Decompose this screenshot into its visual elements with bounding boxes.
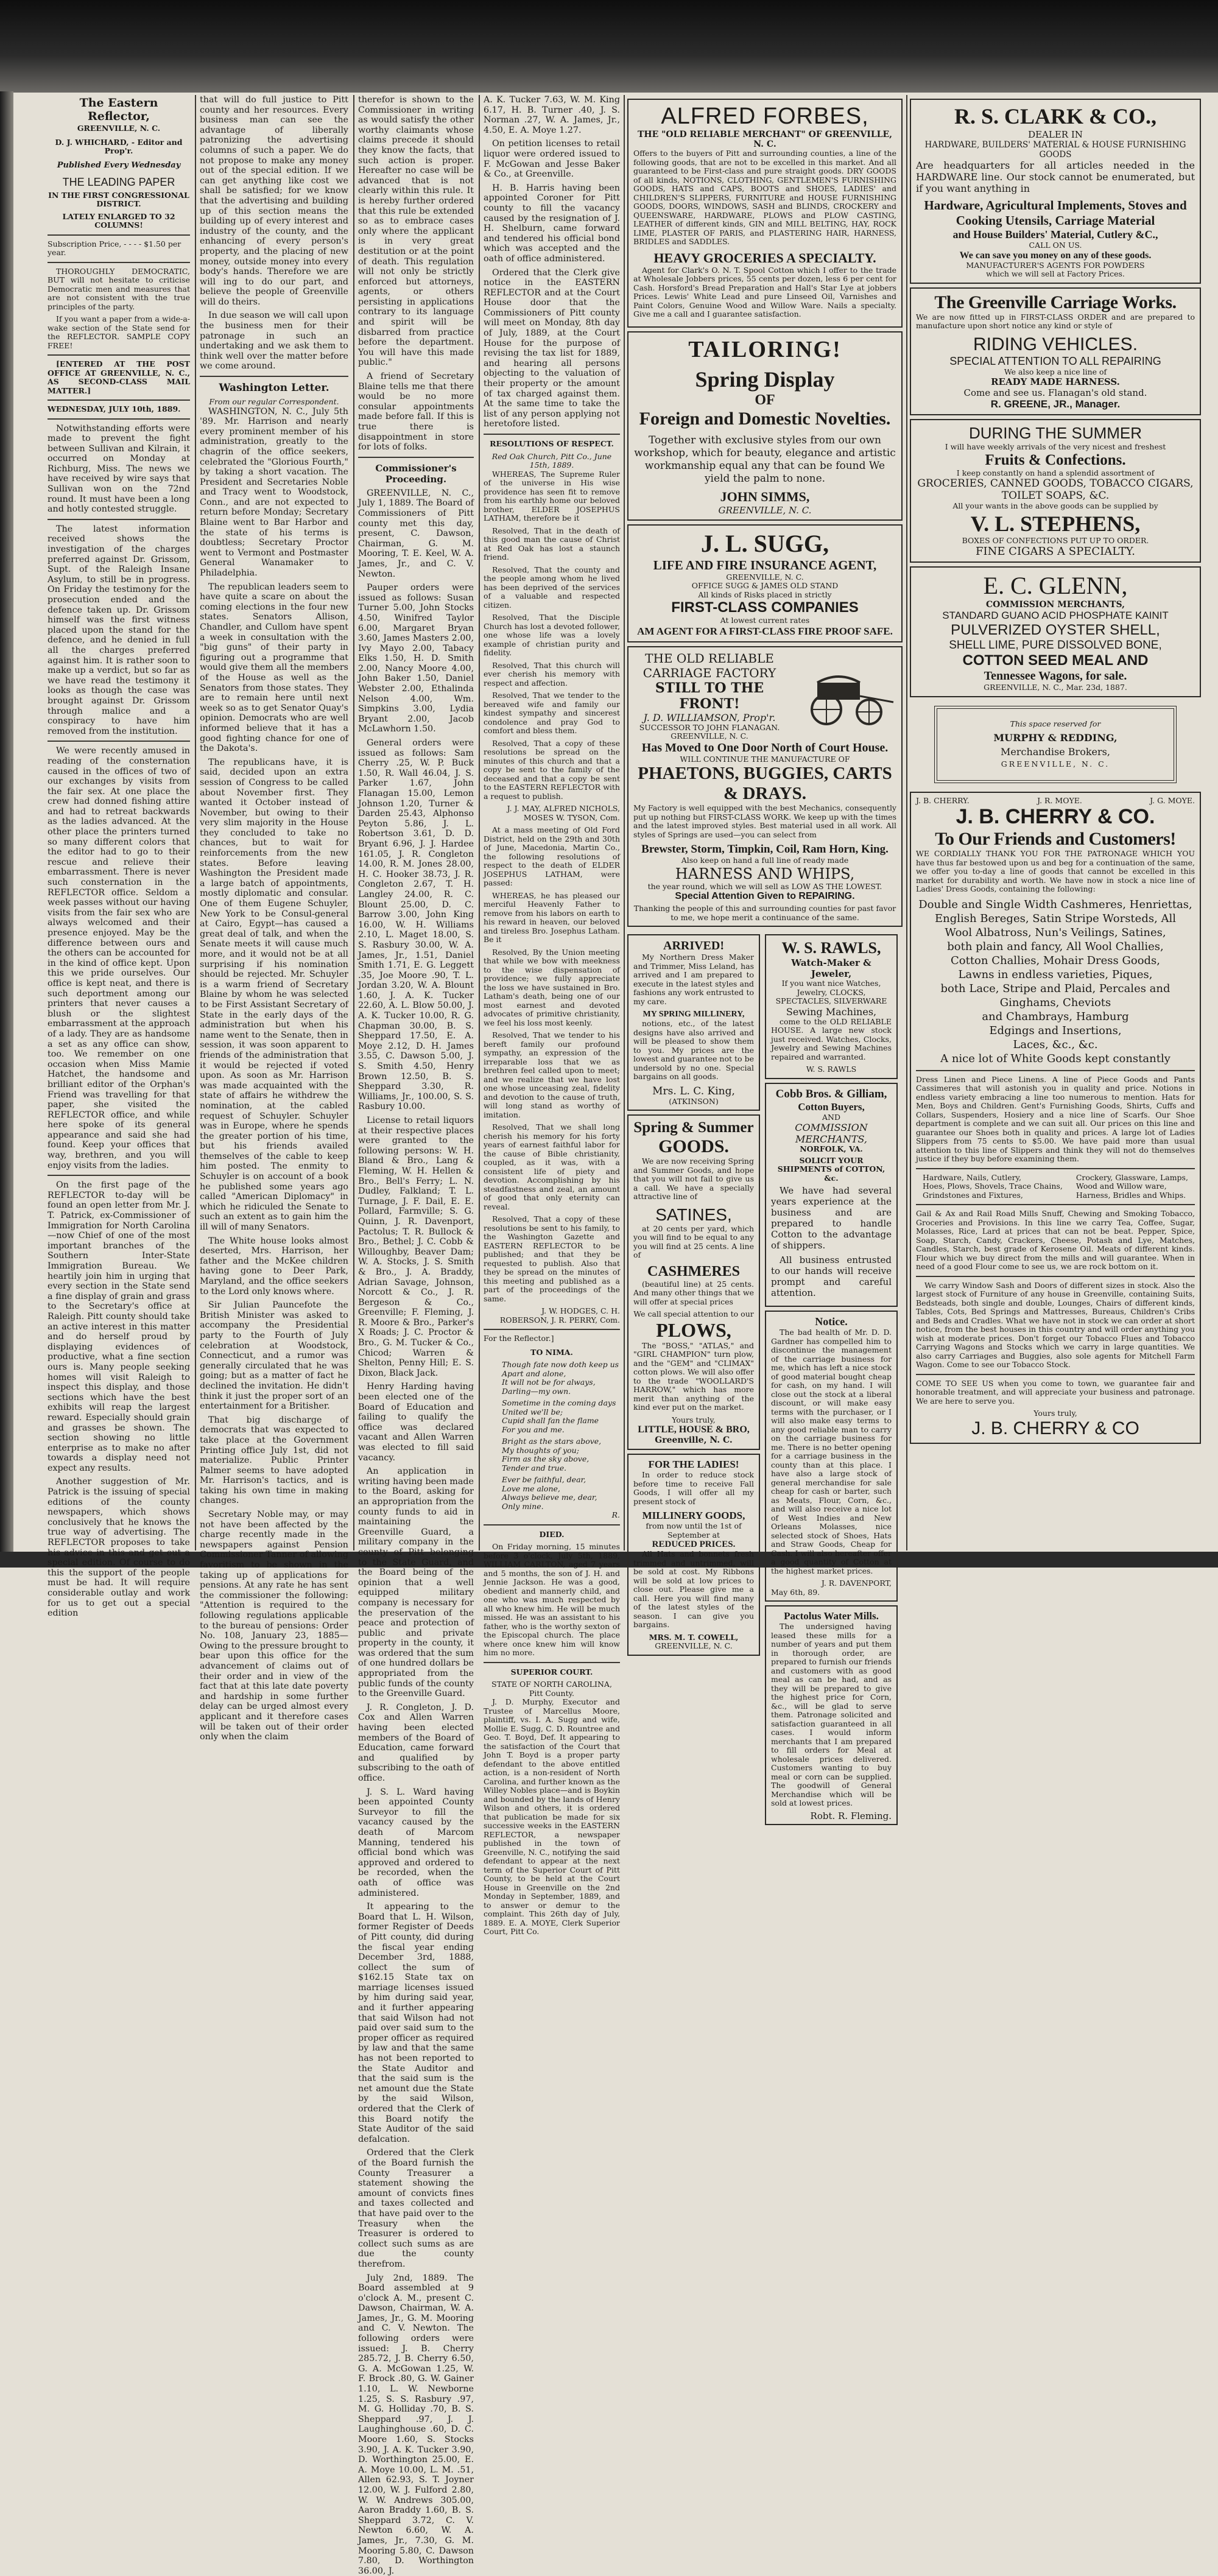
cherry-come: COME TO SEE US when you come to town, we guarantee fair and honorable treatment, and will appreciate your business and patronage. We are here to serve you.	[916, 1379, 1195, 1406]
poem-title: TO NIMA.	[484, 1348, 620, 1357]
article-paragraph: Notwithstanding efforts were made to prevent the fight between Sullivan and Kilrain, it occurred on Monday at Richburg, Miss. The news we have received by wire says that Sullivan won on the 72nd round. It must have been a long and hotly contested struggle.	[48, 424, 190, 515]
divider	[916, 1204, 1195, 1205]
clark-factory: which we will sell at Factory Prices.	[916, 270, 1195, 279]
little-cashmeres: CASHMERES	[633, 1264, 754, 1280]
sugg-first: FIRST-CLASS COMPANIES	[633, 599, 896, 616]
stephens-fruits: Fruits & Confections.	[916, 452, 1195, 469]
little-house-ad	[627, 1114, 760, 1450]
poem-line: Always believe me, dear,	[502, 1493, 620, 1502]
paper-name: The Eastern Reflector,	[48, 96, 190, 123]
column-rule	[353, 95, 354, 1550]
glenn-line-4: COTTON SEED MEAL AND	[916, 652, 1195, 669]
ladies-name: MRS. M. T. COWELL,	[633, 1633, 754, 1642]
stephens-boxes: BOXES OF CONFECTIONS PUT UP TO ORDER.	[916, 537, 1195, 546]
article-paragraph: Pauper orders were issued as follows: Susan Turner 5.00, John Stocks 4.50, Winifred Taylor 6.00, Margaret Bryan 3.60, James Masters 2.00, Ivy Mayo 2.00, Tabacy Elks 1.50, H. D. Smith 2.00, Nancy Moore 4.00, John Baker 1.50, Daniel Webster 2.00, Ethalinda Nelson 4.00, Wm. Simpkins 3.00, Lydia Bryant 2.00, Jacob McLawhorn 1.50.	[358, 583, 474, 734]
resolutions-heading: RESOLUTIONS OF RESPECT.	[484, 440, 620, 449]
carriage-moved: Has Moved to One Door North of Court House.	[633, 741, 896, 755]
ladies-millinery: MILLINERY GOODS,	[633, 1510, 754, 1522]
sugg-risks: All kinds of Risks placed in strictly	[633, 591, 896, 600]
superior-court-heading: SUPERIOR COURT.	[484, 1668, 620, 1677]
works-ready: READY MADE HARNESS.	[916, 376, 1195, 387]
notice-sig: J. R. DAVENPORT,	[771, 1579, 892, 1588]
poem-line: Cupid shall fan the flame	[502, 1416, 620, 1426]
cobb-place: NORFOLK, VA.	[771, 1145, 892, 1154]
article-paragraph: Secretary Noble may, or may not have been affected by the charge recently made in the newspapers against Pension Commissioner Tanner of allowing favoritism to be shown in the taking up of applications for pensions. At any rate he has sent the commissioner the following: "Attention is required to the following regulations applicable to the bureau of pensions: Order No. 108, January 23, 1885—Owing to the pressure brought to bear upon this office for the advancement of claims out of their order and in view of the fact that at this late date poverty and hardship in some further delay can be urged almost every applicant and it therefore cases will be taken out of their order only when the claim	[200, 1510, 348, 1742]
resolution: Resolved, That in the death of this good man the cause of Christ at Red Oak has lost a staunch friend.	[484, 527, 620, 562]
issue-date: WEDNESDAY, JULY 10th, 1889.	[48, 405, 190, 414]
article-paragraph: Another suggestion of Mr. Patrick is the issuing of special editions of the county newspapers, which shows conclusively that he knows the true way of advertising. The REFLECTOR proposes to take his advice in this and get out a special edition. Of course to do this the support of the people must be had. It will require considerable outlay and work for us to get out a special edition	[48, 1477, 190, 1618]
article-paragraph: WASHINGTON, N. C., July 5th '89. Mr. Harrison and nearly every prominent member of his administration, greatly to the chagrin of the office seekers, celebrated the "Glorious Fourth," by taking a short vacation. The President and Secretaries Noble and Tracy went to Woodstock, Conn., and are not expected to return before Monday; Secretary Blaine went to Bar Harbor and the state of his terms is doubtless; Secretary Proctor went to Vermont and Postmaster General Wanamaker to Philadelphia.	[200, 407, 348, 579]
notice-head: Notice.	[771, 1315, 892, 1328]
poem	[484, 1360, 620, 1520]
resolution: WHEREAS, The Supreme Ruler of the universe in His wise providence has seen fit to remove from his earthly home our beloved brother, ELDER JOSEPHUS LATHAM, therefore be it	[484, 470, 620, 523]
resolutions-body	[484, 470, 620, 1325]
scan-left-border	[0, 91, 13, 1553]
notice-body: The bad health of Mr. D. D. Gardner has compelled him to discontinue the management of the carriage business for me, which has left a nice stock of good material bought cheap for cash, on my hand. I will close out the stock at a liberal discount, or will make easy terms with the purchaser, or I will also make easy terms to any good reliable man to carry on the carriage business for me. There is no better opening for a carriage business in the county than at this place. I have also a large stock of general merchandise for sale cheap for cash or barter, such as Meats, Flour, Corn, &c., and will also receive a nice lot of West Indies and New Orleans Molasses, nice selected stock of Shoes, Hats and Straw Goods, Cheap for Cash. I will also hereafter offer a good quantity of Cotton at the highest market prices.	[771, 1328, 892, 1575]
clark-hardware-ad	[910, 99, 1201, 284]
article-paragraph: We were recently amused in reading of the consternation caused in the offices of two of our exchanges by visits from the fair sex. At one place the crew had donned fishing attire and had to retreat backwards as the ladies advanced. At the other place the printers turned so many different colors that the editor had to go to their rescue and relieve their embarrassment. There is never such consternation in the REFLECTOR office. Seldom a week passes without our having visits from the fair sex who are always welcomed and their presence enjoyed. May be the difference between ours and the others can be accounted for in the kind of office kept. Upon this we pride ourselves. Our office is kept neat, and there is such deportment among our printers that never causes a blush or the slightest embarrassment at the approach of a lady. They are as handsome a set as any office can show, too. We remember on one occasion when Miss Mamie Hatchet, the handsome and brilliant editor of the Orphan's Friend was travelling for that paper, she visited the REFLECTOR office, and while here spoke of its general appearance and said she had found. Keep your offices that way, brethren, and you will enjoy visits from the ladies.	[48, 746, 190, 1170]
sugg-agent: AM AGENT FOR A FIRST-CLASS FIRE PROOF SAFE.	[633, 625, 896, 638]
ladies-body3: All Hats and bonnets fresh trimmed and untrimmed, will be sold at cost. My Ribbons will be sold at low prices to close out. Please give me a call. Here you will find many of the latest styles of the season. I can give you bargains.	[633, 1550, 754, 1630]
pactolus-body: The undersigned having leased these mills for a number of years and put them in thorough order, are prepared to furnish our friends and customers with as good meal as can be had, and as they will be prepared to give the highest price for Corn, &c., will be glad to serve them. Patronage solicited and satisfaction guaranteed in all cases. I would inform merchants that I am prepared to fill orders for Meal at wholesale prices delivered. Customers wanting to buy meal or corn can be supplied. The goodwill of General Merchandise which will be sold at lowest prices.	[771, 1622, 892, 1808]
forbes-body: Offers to the buyers of Pitt and surrounding counties, a line of the following goods, that are not to be excelled in this market. And all guaranteed to be First-class and pure straight goods. DRY GOODS of all kinds, NOTIONS, CLOTHING, GENTLEMEN'S FURNISHING GOODS, HATS and CAPS, BOOTS and SHOES, LADIES' and CHILDREN'S SLIPPERS, FURNITURE and HOUSE FURNISHING GOODS, DOORS, WINDOWS, SASH and BLINDS, CROCKERY and QUEENSWARE, HARDWARE, PLOWS and PLOW CASTING, LEATHER of different kinds, GIN and MILL BELTING, HAY, ROCK LIME, PLASTER OF PARIS, and PLASTERING HAIR, HARNESS, BRIDLES and SADDLES.	[633, 149, 896, 247]
poem-line: Ever be faithful, dear,	[502, 1476, 620, 1485]
poem-line: Apart and alone,	[502, 1370, 620, 1379]
resolution: Resolved, That we shall long cherish his memory for his forty years of earnest faithful labor for the cause of Bible christianity, coupled, as it was, with a consistent life of piety and devotion. Accomplishing by his steadfastness and zeal, an amount of good that only eternity can reveal.	[484, 1123, 620, 1211]
glenn-sub: COMMISSION MERCHANTS,	[916, 600, 1195, 610]
article-paragraph: Ordered that the Clerk give notice in the EASTERN REFLECTOR and at the Court House door that the Commissioners of Pitt county will meet on Monday, 8th day of July, 1889, at the Court House for the purpose of revising the tax list for 1889, and hearing all persons objecting to the valuation of their property or the amount of tax charged against them. At the same time to take the list of any person applying not heretofore listed.	[484, 268, 620, 430]
poem-line: My thoughts of you;	[502, 1446, 620, 1455]
cherry-head: To Our Friends and Customers!	[916, 829, 1195, 850]
article-paragraph: License to retail liquors at their respective places were granted to the following persons: W. H. Bland & Bro., Lang & Fleming, W. H. Hellen & Bro., Bell's Ferry; L. N. Dudley, Falkland; T. L. Turnage, J. F. Dail, E. E. Pollard, Farmville; S. G. Quinn, J. R. Davenport, Pactolus; T. R. Bullock & Bro., Bethel; J. C. Cobb & Willoughby, Beaver Dam; W. A. Stocks, J. S. Smith & Bro., J. A. Braddy, Adrian Savage, Johnson, Norcott & Co., J. R. Bergeson & Co., Greenville; F. Fleming, J. R. Moore & Bro., Parker's X Roads; J. C. Proctor & Bro., G. M. Tucker & Co., Chicod; Warren & Shelton, Penny Hill; E. S. Dixon, Black Jack.	[358, 1116, 474, 1378]
resolution: Resolved, That a copy of these resolutions be sent to his family, to the Washington Gazette and EASTERN REFLECTOR to be published; and that they be requested to publish. Also that they be spread on the minutes of this meeting and published as a part of the proceedings of the same.	[484, 1215, 620, 1303]
cherry-yours: Yours truly,	[916, 1409, 1195, 1418]
column-rule	[479, 95, 480, 1550]
carriage-head2: STILL TO THE FRONT!	[633, 680, 786, 712]
resolution: Resolved, That we tender to the bereaved wife and family our kindest sympathy and sincerest condolence and pray God to comfort and bless them.	[484, 691, 620, 736]
poem-line: Love me alone,	[502, 1485, 620, 1494]
buggy-illustration	[793, 666, 896, 727]
little-place: Greenville, N. C.	[633, 1435, 754, 1445]
works-body: We are now fitted up in FIRST-CLASS ORDER and are prepared to manufacture upon short notice any kind or style of	[916, 313, 1195, 331]
tailoring-spring: Spring Display	[633, 367, 896, 392]
hardware-item: Harness, Bridles and Whips.	[1076, 1191, 1188, 1200]
cobb-sub: Cotton Buyers,	[771, 1101, 892, 1113]
committee: J. J. MAY, ALFRED NICHOLS, MOSES W. TYSON, Com.	[484, 804, 620, 822]
court-notice: J. D. Murphy, Executor and Trustee of Marcellus Moore, plaintiff, vs. I. A. Sugg and wife, Mollie E. Sugg, C. D. Rountree and Geo. T. Boyd, Def. It appearing to the satisfaction of the Court that John T. Boyd is a proper party defendant to the above entitled action, is a non-resident of North Carolina, and further known as the Willey Nobles place—and is Boykin and bounded by the lands of Henry Wilson and others, it is ordered that publication be made for six successive weeks in the EASTERN REFLECTOR, a newspaper published in the town of Greenville, N. C., notifying the said defendant to appear at the next term of the Superior Court of Pitt County, to be held at the Court House in Greenville on the 2nd Monday in September, 1889, and to answer or demur to the complaint. This 26th day of July, 1889. E. A. MOYE, Clerk Superior Court, Pitt Co.	[484, 1698, 620, 1937]
carriage-place: GREENVILLE, N. C.	[633, 732, 786, 741]
sugg-office: OFFICE SUGG & JAMES OLD STAND	[633, 582, 896, 591]
ladies-body: In order to reduce stock before time to receive Fall Goods, I will offer all my present stock of	[633, 1471, 754, 1506]
glenn-line-3: SHELL LIME, PURE DISSOLVED BONE,	[916, 639, 1195, 652]
works-riding: RIDING VEHICLES.	[916, 334, 1195, 355]
article-paragraph: It appearing to the Board that L. H. Wilson, former Register of Deeds of Pitt county, did during the fiscal year ending December 3rd, 1888, collect the sum of $162.15 State tax on marriage licenses issued by him during said year, and it further appearing that said Wilson had not paid over said sum to the proper officer as required by law and that the same has not been reported to the State Auditor and that the said sum is the net amount due the State by the said Wilson, ordered that the Clerk of this Board notify the State Auditor of the said defalcation.	[358, 1902, 474, 2144]
cobb-names: Cobb Bros. & Gilliam,	[771, 1088, 892, 1101]
works-head: The Greenville Carriage Works.	[916, 292, 1195, 313]
goods-line: Cotton Challies, Mohair Dress Goods,	[916, 954, 1195, 968]
tagline-2: IN THE FIRST CONGRESSIONAL DISTRICT.	[48, 191, 190, 209]
forbes-name: ALFRED FORBES,	[633, 104, 896, 130]
works-keep: We also keep a nice line of	[916, 368, 1195, 377]
commissioners-heading: Commissioner's Proceeding.	[358, 463, 474, 485]
article-paragraph: July 2nd, 1889. The Board assembled at 9 o'clock A. M., present C. Dawson, Chairman, W. A. James, Jr., G. M. Mooring and C. V. Newton. The following orders were issued: J. B. Cherry 285.72, J. B. Cherry 6.50, G. A. McGowan 1.25, W. F. Brock .80, G. W. Gainer 1.10, L. W. Newborne 1.25, S. S. Rasbury .97, M. G. Holliday .70, B. S. Sheppard .97, J. J. Laughinghouse .60, D. C. Moore 1.60, S. Stocks 3.90, J. A. K. Tucker 3.90, D. Worthington 25.00, E. A. Moye 10.00, L. M. .51, Allen 62.93, S. T. Joyner 12.00, W. J. Fulford 2.80, W. W. Andrews 305.00, Aaron Braddy 1.60, B. S. Sheppard 3.72, C. V. Newton 6.60, W. A. James, Jr., 7.30, G. M. Mooring 5.80, C. Dawson 7.80, D. Worthington 36.00, J.	[358, 2273, 474, 2576]
little-name: LITTLE, HOUSE & BRO,	[633, 1424, 754, 1435]
clark-big: Hardware, Agricultural Implements, Stoves and Cooking Utensils, Carriage Material	[916, 198, 1195, 228]
poem-line: Tender and true.	[502, 1464, 620, 1473]
article-paragraph: On petition licenses to retail liquor were ordered issued to F. McGowan and Jesse Baker & Co., at Greenville.	[484, 139, 620, 179]
divider	[916, 1276, 1195, 1277]
article-paragraph: That big discharge of democrats that was expected to take place at the Government Printing office July 1st, did not materialize. Public Printer Palmer seems to have adopted Mr. Harrison's tactics, and is taking his own time in making changes.	[200, 1415, 348, 1506]
article-paragraph: The republicans have, it is said, decided upon an extra session of Congress to be called about November first. They wanted it October instead of November, but owing to their very slim majority in the House they concluded to take no chances, but to wait for reinforcements from the new states. Before leaving Washington the President made a large batch of appointments, mostly diplomatic and consular. One of them Eugene Schuyler, New York to be Consul-general at Cairo, Egypt—has caused a great deal of talk, and when the Senate meets it will cause much more, and it would not be at all surprising if his nomination should be rejected. Mr. Schuyler is a warm friend of Secretary Blaine by whom he was selected to be First Assistant Secretary of State in the early days of the administration but when his name went to the Senate, then in session, it was soon apparent to friends of the administration that it would be rejected if voted upon. As soon as Mr. Harrison was made acquainted with the state of affairs he withdrew the nomination, at the cabled request of Schuyler. Schuyler was in Europe, where he spends the greater portion of his time, but his friends availed themselves of the cable to keep him posted. The enmity to Schuyler is on account of a book he published some years ago called "American Diplomacy" in which he ridiculed the Senate to such an extent as to gain him the ill will of many Senators.	[200, 758, 348, 1233]
poem-source: For the Reflector.]	[484, 1334, 620, 1343]
cobb-gilliam-ad	[765, 1083, 898, 1307]
poem-line: Sometime in the coming days	[502, 1399, 620, 1408]
article-paragraph: The White house looks almost deserted, Mrs. Harrison, her father and the McKee children having gone to Deer Park, Maryland, and the office seekers to the Lord only knows where.	[200, 1236, 348, 1297]
cherry-name: J. B. CHERRY & CO.	[916, 805, 1195, 829]
little-head2: GOODS.	[633, 1136, 754, 1157]
cobb-solicit: SOLICIT YOUR SHIPMENTS of COTTON, &c.	[771, 1156, 892, 1183]
king-spring: MY SPRING MILLINERY,	[633, 1010, 754, 1019]
divider	[200, 376, 348, 377]
works-come: Come and see us. Flanagan's old stand.	[916, 387, 1195, 398]
forbes-tail: Agent for Clark's O. N. T. Spool Cotton which I offer to the trade at Wholesale Jobbers prices, 55 cents per dozen, less 6 per cent for Cash. Horsford's Bread Preparation and Hall's Star Lye at jobbers Prices. Lewis' White Lead and pure Linseed Oil, Varnishes and Paint Colors, Genuine Wood and Willow Ware. Nails a specialty. Give me a call and I guarantee satisfaction.	[633, 266, 896, 319]
article-paragraph: GREENVILLE, N. C., July 1, 1889. The Board of Commissioners of Pitt county met this day, present, C. Dawson, Chairman, G. M. Mooring, T. E. Keel, W. A. James, Jr., and C. V. Newton.	[358, 488, 474, 579]
resolution: At a mass meeting of Old Ford District, held on the 29th and 30th of June, Macedonia, Martin Co., the following resolutions of respect to the death of ELDER JOSEPHUS LATHAM, were passed:	[484, 826, 620, 888]
ladies-reduced: REDUCED PRICES.	[633, 1540, 754, 1550]
divider	[48, 262, 190, 263]
cowell-ladies-ad	[627, 1454, 760, 1656]
stephens-name: V. L. STEPHENS,	[916, 511, 1195, 537]
poem-signature: R.	[502, 1511, 620, 1520]
column-rule	[195, 95, 196, 1550]
goods-line: Edgings and Insertions,	[916, 1024, 1195, 1038]
column-rule	[906, 95, 907, 1550]
scan-top-border	[0, 0, 1218, 93]
pactolus-head: Pactolus Water Mills.	[771, 1610, 892, 1622]
divider	[48, 234, 190, 236]
goods-line: A nice lot of White Goods kept constantly	[916, 1052, 1195, 1066]
policy: THOROUGHLY DEMOCRATIC, BUT will not hesitate to criticise Democratic men and measures that are not consistent with the true principles of the party.	[48, 267, 190, 312]
article-paragraph: General orders were issued as follows: Sam Cherry .25, W. P. Buck 1.50, R. Wall 46.04, J. S. Parker 1.67, John Flanagan 15.00, Lemon Johnson 1.20, Turner & Darden 25.43, Alphonso Peyton 5.86, J. L. Robertson 3.61, D. D. Bryant 6.96, J. J. Hardee 161.05, J. R. Congleton 14.00, R. M. Jones 28.00, H. C. Hooker 38.73, J. R. Congleton 2.67, T. H. Langley 24.00, R. C. Blount 25.00, D. C. Barrow 3.00, John King 16.00, W. H. Williams 2.10, L. Maget 18.00, S. S. Rasbury 30.00, W. A. James, Jr., 1.51, Daniel Smith 1.71, E. G. Leggett .35, Joe Moore .90, T. L. Jordan 3.20, W. A. Blount 1.60, J. A. K. Tucker 22.60, A. L. Blow 50.00, J. A. K. Tucker 10.00, R. G. Chapman 30.00, B. S. Sheppard 17.50, E. A. Moye 2.12, D. H. James 3.55, C. Dawson 5.00, J. S. Smith 4.50, Henry Brown 12.50, B. S. Sheppard 3.30, R. Williams, Jr., 100.00, S. S. Rasbury 10.00.	[358, 738, 474, 1112]
resolution: Resolved, That a copy of these resolutions be spread on the minutes of this church and that a copy be sent to the family of the deceased and that a copy be sent to the EASTERN REFLECTOR with a request to publish.	[484, 739, 620, 801]
cherry-furniture: We carry Window Sash and Doors of different sizes in stock. Also the largest stock of Furniture of any house in Greenville, containing Suits, Bedsteads, both single and double, Lounges, Chairs of different kinds, Tables, Cots, Bed Springs and Mattresses, Bureaus, Children's Cribs and Beds and Cradles. What we have not in stock we can order at short notice, from the best houses in this country and will order anything you wish at moderate prices. Don't forget our Tobacco Flues and Tobacco Carrying Wagons and Stocks which we carry in large quantities. We also carry Carriages and Buggies, also sole agents for Mitchell Farm Wagon. Come to see our Tobacco Stock.	[916, 1281, 1195, 1370]
little-plows-body: The "BOSS," "ATLAS," and "GIRL CHAMPION" turn plow, and the "GEM" and "CLIMAX" cotton plows. We will also offer to the trade "WOOLLARD'S HARROW," which has more merit than anything of the kind ever put on the market.	[633, 1342, 754, 1412]
carriage-head1: THE OLD RELIABLE CARRIAGE FACTORY	[633, 651, 786, 680]
stephens-ad	[910, 419, 1201, 563]
clark-goods: HARDWARE, BUILDERS' MATERIAL & HOUSE FURNISHING GOODS	[916, 140, 1195, 160]
stephens-cigars: FINE CIGARS A SPECIALTY.	[916, 545, 1195, 558]
column-2	[200, 95, 348, 1550]
murphy-place: GREENVILLE, N. C.	[943, 760, 1167, 769]
carriage-factory-ad	[627, 646, 903, 927]
rawls-machines: Sewing Machines,	[771, 1006, 892, 1018]
hardware-item: Wood and Willow ware,	[1076, 1182, 1188, 1191]
carriage-harness: HARNESS AND WHIPS,	[633, 865, 896, 882]
stephens-wants: All your wants in the above goods can be supplied by	[916, 502, 1195, 511]
forbes-heavy: HEAVY GROCERIES A SPECIALTY.	[633, 250, 896, 266]
forbes-ad	[627, 99, 903, 328]
goods-line: Laces, &c., &c.	[916, 1038, 1195, 1052]
forbes-sub: THE "OLD RELIABLE MERCHANT" OF GREENVILLE, N. C.	[633, 130, 896, 149]
cherry-signature: J. B. CHERRY & CO	[916, 1418, 1195, 1439]
poem-line: Darling—my own.	[502, 1387, 620, 1396]
resolution: Resolved, That the Disciple Church has lost a devoted follower, one whose life was a lovely example of christian purity and fidelity.	[484, 613, 620, 658]
article-paragraph: An application in writing having been made to the Board, asking for an appropriation from the county funds to aid in maintaining the Greenville Guard, a military company in the county of Pitt belonging to the State Guard, and the Board being of the opinion that a well equipped military company is necessary for the preservation of the peace and protection of public and private property in the county, it was ordered that the sum of one hundred dollars be appropriated from the public funds of the county to the Greenville Guard.	[358, 1466, 474, 1699]
divider	[916, 1374, 1195, 1375]
poem-line: Though fate now doth keep us	[502, 1360, 620, 1370]
column-rule	[624, 95, 625, 1550]
correspondent-note: From our regular Correspondent.	[200, 398, 348, 407]
cherry-goods	[916, 898, 1195, 1066]
article-paragraph: In due season we will call upon the business men for their patronage in such an undertaking and we ask them to think well over the matter before we come around.	[200, 311, 348, 371]
little-head1: Spring & Summer	[633, 1119, 754, 1136]
paper-place: GREENVILLE, N. C.	[48, 124, 190, 133]
goods-line: Lawns in endless varieties, Piques,	[916, 968, 1195, 982]
divider	[484, 1662, 620, 1663]
pactolus-mills-ad	[765, 1605, 898, 1825]
king-millinery-ad	[627, 934, 760, 1111]
partner-name: J. B. CHERRY.	[916, 797, 970, 806]
glenn-name: E. C. GLENN,	[916, 571, 1195, 600]
rawls-sub: Watch-Maker & Jeweler,	[771, 957, 892, 979]
ladies-place: GREENVILLE, N. C.	[633, 1642, 754, 1651]
clark-agents: MANUFACTURER'S AGENTS FOR POWDERS	[916, 261, 1195, 270]
tailoring-of: OF	[633, 392, 896, 409]
hardware-item: Hoes, Plows, Shovels, Trace Chains,	[923, 1182, 1063, 1191]
king-body2: notions, etc., of the latest designs have also arrived and will be pleased to show them to you. My prices are the lowest and guarantee not to be undersold by no one. Special bargains on all goods.	[633, 1019, 754, 1082]
rawls-sig: W. S. RAWLS	[771, 1065, 892, 1074]
divider	[48, 1175, 190, 1176]
sugg-ad	[627, 524, 903, 642]
clark-dealer: DEALER IN	[916, 129, 1195, 140]
goods-line: both Lace, Stripe and Plaid, Percales and Ginghams, Cheviots	[916, 982, 1195, 1010]
partner-name: J. G. MOYE.	[1150, 797, 1195, 806]
tailoring-body: Together with exclusive styles from our own workshop, which for beauty, elegance and artistic workmanship equal any that can be found We yield the palm to none.	[633, 434, 896, 485]
king-sub: (ATKINSON)	[633, 1097, 754, 1107]
little-satines: SATINES,	[633, 1205, 754, 1225]
little-yours: Yours truly,	[633, 1416, 754, 1425]
tailoring-place: GREENVILLE, N. C.	[633, 505, 896, 516]
carriage-thanks: Thanking the people of this and surrounding counties for past favor to me, we hope merit a continuance of the same.	[633, 904, 896, 922]
works-manager: R. GREENE, JR., Manager.	[916, 398, 1195, 410]
divider	[484, 434, 620, 435]
sugg-sub: LIFE AND FIRE INSURANCE AGENT,	[633, 558, 896, 573]
little-body: We are now receiving Spring and Summer Goods, and hope that you will not fail to give us a call. We have a specially attractive line of	[633, 1157, 754, 1202]
divider	[358, 457, 474, 458]
murphy-reserved: This space reserved for	[943, 720, 1167, 729]
king-name: Mrs. L. C. King,	[633, 1085, 754, 1097]
carriage-cont: WILL CONTINUE THE MANUFACTURE OF	[633, 755, 896, 764]
column-3	[358, 95, 474, 1550]
cobb-comm: COMMISSION MERCHANTS,	[771, 1122, 892, 1145]
poem-line: Bright as the stars above,	[502, 1437, 620, 1446]
divider	[484, 1329, 620, 1330]
ladies-body2: from now until the 1st of September at	[633, 1522, 754, 1540]
little-call: We call special attention to our	[633, 1310, 754, 1319]
article-paragraph: The latest information received shows the investigation of the charges preferred against Dr. Grissom, Supt. of the Raleigh Insane Asylum, to still be in progress. On Friday the testimony for the prosecution ended and the defence taken up. Dr. Grissom himself was the first witness placed upon the stand for the defence, and he denied in full all the charges preferred against him. It is rather soon to make up a verdict, but so far as we have read the testimony it looks as though the case was brought against Dr. Grissom through malice and a conspiracy to have him removed from the institution.	[48, 524, 190, 736]
murphy-sub: Merchandise Brokers,	[943, 746, 1167, 758]
divider	[48, 519, 190, 520]
article-paragraph: J. S. L. Ward having been appointed County Surveyor to fill the vacancy caused by the death of Marcom Manning, tendered his official bond which was approved and ordered to be recorded, when the oath of office was administered.	[358, 1787, 474, 1899]
goods-line: Wool Albatross, Nun's Veilings, Satines,	[916, 926, 1195, 940]
carriage-body: My Factory is well equipped with the best Mechanics, consequently put up nothing but FIRST-CLASS WORK. We keep up with the times and the latest improved styles. Best material used in all work. All styles of Springs are used—you can select from	[633, 804, 896, 839]
article-paragraph: that will do full justice to Pitt county and her resources. Every business man can see the advantage of liberally patronizing the advertising columns of such a paper. We do not propose to make any money out of the special edition. If we can get anything like cost we shall be satisfied; for we know that the advertising and building up of this section means the building up of every interest and industry of the county, and the enhancing of every person's property, and the placing of new money, outside money into every body's hands. Therefore we are will ing to do our part, and believe the people of Greenville will do theirs.	[200, 95, 348, 307]
article-paragraph: The republican leaders seem to have quite a scare on about the coming elections in the four new states. Senators Allison, Chandler, and Cullom have spent a week in consultation with the "big guns" of their party in figuring out a programme that would give them all the members of the House as well as the Senators from those states. They are to remain here until next week so as to get Senator Quay's opinion. Democrats who are well informed believe that it has a good fighting chance for one of the Dakota's.	[200, 582, 348, 754]
article-paragraph: J. R. Congleton, J. D. Cox and Allen Warren having been elected members of the Board of Education, came forward and qualified by subscribing to the oath of office.	[358, 1703, 474, 1784]
published: Published Every Wednesday	[48, 161, 190, 170]
little-satines-body: at 20 cents per yard, which you will find to be equal to any you will find at 25 cents. A line of	[633, 1225, 754, 1260]
glenn-line-2: PULVERIZED OYSTER SHELL,	[916, 622, 1195, 639]
ladies-head: FOR THE LADIES!	[633, 1459, 754, 1471]
sugg-name: J. L. SUGG,	[633, 529, 896, 558]
little-plows: PLOWS,	[633, 1319, 754, 1342]
sugg-place: GREENVILLE, N. C.	[633, 573, 896, 582]
article-paragraph: A friend of Secretary Blaine tells me that there would be no more consular appointments made before fall. If this is true there is disappointment in store for lots of folks.	[358, 371, 474, 452]
column-6-advertisements	[910, 95, 1201, 1550]
cherry-hardware	[916, 1174, 1195, 1200]
cobb-body: We have had several years experience at the business and are prepared to handle Cotton to the advantage of shippers.	[771, 1185, 892, 1251]
glenn-ad	[910, 566, 1201, 697]
cherry-dress: Dress Linen and Piece Linens. A line of Piece Goods and Pants Cassimeres that will astonish you in quality and price. Notions in endless variety embracing a line too numerous to mention. Hats for Men, Boys and Children. Gent's Furnishing Goods, Shirts, Cuffs and Collars, Suspenders, Hosiery and a nice line of Scarfs. Our Shoe department is complete and we can suit all. Our prices on this line and guarantee our Shoes both in quality and prices. A large lot of Ladies Slippers from 75 cents to $5.00. We have paid more than usual attention to this line of Slippers and think they will not do themselves justice if they buy before examining them.	[916, 1075, 1195, 1164]
masthead	[48, 96, 190, 420]
subscription: Subscription Price, - - - - $1.50 per year.	[48, 240, 190, 258]
clark-save: We can save you money on any of these goods.	[916, 250, 1195, 261]
rawls-head: W. S. RAWLS,	[771, 939, 892, 957]
carriage-prop: J. D. WILLIAMSON, Prop'r.	[633, 712, 786, 723]
hardware-item: Crockery, Glassware, Lamps,	[1076, 1174, 1188, 1183]
divider	[916, 1070, 1195, 1071]
article-paragraph: A. K. Tucker 7.63, W. M. King 6.17, H. B. Turner .40, J. S. Norman .27, W. A. James, Jr., 4.50, E. A. Moye 1.27.	[484, 95, 620, 135]
divider	[484, 1524, 620, 1526]
divider	[916, 1168, 1195, 1169]
tailoring-novelties: Foreign and Domestic Novelties.	[633, 409, 896, 429]
committee: J. W. HODGES, C. H. ROBERSON, J. R. PERRY, Com.	[484, 1307, 620, 1325]
article-paragraph: Sir Julian Pauncefote the British Minister was asked to accompany the Presidential party to the Fourth of July celebration at Woodstock, Connecticut, and a rumor was generally circulated that he was going; but as a matter of fact he declined the invitation. He didn't think it just the proper sort of an entertainment for a Britisher.	[200, 1300, 348, 1412]
goods-line: English Bereges, Satin Stripe Worsteds, All	[916, 912, 1195, 926]
divider	[48, 741, 190, 742]
tailoring-head: TAILORING!	[633, 336, 896, 363]
poem-line: Firm as the sky above,	[502, 1455, 620, 1464]
carriage-also: Also keep on hand a full line of ready made	[633, 856, 896, 865]
goods-line: both plain and fancy, All Wool Challies,	[916, 940, 1195, 954]
greenville-carriage-works-ad	[910, 287, 1201, 416]
rawls-line: If you want nice Watches, Jewelry, CLOCKS, SPECTACLES, SILVERWARE	[771, 979, 892, 1006]
davenport-notice-ad	[765, 1311, 898, 1602]
poem-line: United we'll be;	[502, 1408, 620, 1417]
divider	[48, 399, 190, 401]
clark-call: CALL ON US.	[916, 241, 1195, 250]
rawls-body: come to the OLD RELIABLE HOUSE. A large new stock just received. Watches, Clocks, Jewelry and Sewing Machines repaired and warranted.	[771, 1018, 892, 1062]
cobb-and: AND	[771, 1113, 892, 1122]
sample-copy: If you want a paper from a wide-a-wake section of the State send for the REFLECTOR. SAMPLE COPY FREE!	[48, 315, 190, 350]
stephens-head: DURING THE SUMMER	[916, 424, 1195, 443]
entered-notice: [ENTERED AT THE POST OFFICE AT GREENVILLE, N. C., AS SECOND-CLASS MAIL MATTER.]	[48, 360, 190, 395]
clark-name: R. S. CLARK & CO.,	[916, 104, 1195, 129]
died-heading: DIED.	[484, 1530, 620, 1540]
sugg-rates: At lowest current rates	[633, 616, 896, 625]
hardware-item: Grindstones and Fixtures,	[923, 1191, 1063, 1200]
carriage-succ: SUCCESSOR TO JOHN FLANAGAN.	[633, 723, 786, 733]
goods-line: Double and Single Width Cashmeres, Henriettas,	[916, 898, 1195, 912]
enlarged: LATELY ENLARGED TO 32 COLUMNS!	[48, 213, 190, 230]
notice-date: May 6th, 89.	[771, 1588, 892, 1597]
divider	[48, 354, 190, 356]
poem-line: It will not be for always,	[502, 1378, 620, 1387]
tailoring-ad	[627, 331, 903, 521]
clark-and: and House Builders' Material, Cutlery &C.,	[916, 228, 1195, 241]
cherry-ad	[910, 792, 1201, 1444]
article-paragraph: Ordered that the Clerk of the Board furnish the County Treasurer a statement showing the amount of convicts fines and taxes collected and that have paid over to the Treasury when the Treasurer is ordered to collect such sums as are due the county therefrom.	[358, 2148, 474, 2269]
article-paragraph: Henry Harding having been elected one of the Board of Education and failing to qualify the office was declared vacant and Allen Warren was elected to fill said vacancy.	[358, 1382, 474, 1463]
court-state: STATE OF NORTH CAROLINA, Pitt County.	[484, 1680, 620, 1698]
editor: D. J. WHICHARD, - Editor and Prop'r.	[48, 138, 190, 156]
clark-body: Are headquarters for all articles needed in the HARDWARE line. Our stock cannot be enumerated, but if you want anything in	[916, 160, 1195, 194]
cobb-body2: All business entrusted to our hands will receive prompt and careful attention.	[771, 1255, 892, 1298]
article-paragraph: On the first page of the REFLECTOR to-day will be found an open letter from Mr. J. T. Patrick, ex-Commissioner of Immigration for North Carolina—now Chief of one of the most important branches of the Southern Inter-State Immigration Bureau. We heartily join him in urging that every section in the State send a fine display of grain and grass to the Secretary's office at Raleigh. Pitt county should take an active interest in this matter and do herself proud by displaying evidences of productive, what a fine section ours is. Many people seeking homes will visit Raleigh to inspect this display, and those sections which have the best exhibits will reap the largest reward. Especially should grain and grasses be shown. The section showing no little enterprise as to make no after towards a display need not expect any results.	[48, 1180, 190, 1473]
article-paragraph: therefor is shown to the Commissioner in writing as would satisfy the other worthy claimants whose claims precede it should they know the facts, that such action is proper. Hereafter no case will be advanced that is not clearly within this rule. It is hereby further ordered that this rule be extended so as to embrace cases only where the applicant is in very great destitution or at the point of death. This regulation will not only be strictly enforced but attorneys, agents, or others persisting in applications contrary to its language and spirit will be disbarred from practice before the department. You will have this made public."	[358, 95, 474, 368]
tagline-1: THE LEADING PAPER	[48, 176, 190, 189]
glenn-date: GREENVILLE, N. C., Mar. 23d, 1887.	[916, 683, 1195, 692]
little-cash-body: (beautiful line) at 25 cents. And many other things that we will offer at special prices	[633, 1280, 754, 1307]
carriage-big: PHAETONS, BUGGIES, CARTS & DRAYS.	[633, 764, 896, 804]
partner-name: J. R. MOYE.	[1037, 797, 1082, 806]
tailoring-name: JOHN SIMMS,	[633, 489, 896, 505]
stephens-body: I will have weekly arrivals of the very nicest and freshest	[916, 443, 1195, 452]
king-body: My Northern Dress Maker and Trimmer, Miss Leland, has arrived and I am prepared to execute in the latest styles and fashions any work entrusted to my care.	[633, 953, 754, 1006]
murphy-redding-frame	[934, 706, 1177, 783]
poem-line: For you and me.	[502, 1426, 620, 1435]
murphy-name: MURPHY & REDDING,	[943, 732, 1167, 744]
carriage-springs: Brewster, Storm, Timpkin, Coil, Ram Horn, King.	[633, 843, 896, 856]
hardware-item: Hardware, Nails, Cutlery,	[923, 1174, 1063, 1183]
glenn-line-1: STANDARD GUANO ACID PHOSPHATE KAINIT	[916, 610, 1195, 622]
poem-line: Only mine.	[502, 1502, 620, 1511]
column-4	[484, 95, 620, 1550]
king-head: ARRIVED!	[633, 939, 754, 953]
article-paragraph: H. B. Harris having been appointed Coroner for Pitt county to fill the vacancy caused by the resignation of J. H. Shelburn, came forward and tendered his official bond which was accepted and the oath of office administered.	[484, 183, 620, 264]
washington-letter-heading: Washington Letter.	[200, 382, 348, 394]
resolution: Resolved, That the county and the people among whom he lived has been deprived of the services of a valuable and respected citizen.	[484, 566, 620, 610]
resolution: Resolved, That we tender to his bereft family our profound sympathy, an expression of the irreparable loss that we as brethren feel called upon to meet; and we realize that we have lost one whose unceasing zeal, fidelity and devotion to the cause of truth, will long stand as worthy of imitation.	[484, 1031, 620, 1119]
pactolus-sig: Robt. R. Fleming.	[771, 1812, 892, 1821]
resolution: Resolved, That this church will ever cherish his memory with respect and affection.	[484, 661, 620, 688]
resolution: WHEREAS, he has pleased our merciful Heavenly Father to remove from his labors on earth to his reward in heaven, our beloved and tireless Bro. Josephus Latham. Be it	[484, 892, 620, 945]
cherry-thanks: WE CORDIALLY THANK YOU FOR THE PATRONAGE WHICH YOU have thus far bestowed upon us and beg for a continuation of the same, we offer you to-day a line of goods that cannot be excelled in this market for durability and worth. We have now in stock a nice line of Ladies' Dress Goods, containing the following:	[916, 850, 1195, 894]
column-5-advertisements	[627, 95, 903, 1550]
resolution: Resolved, By the Union meeting that while we bow with meekness to the wise dispensation of providence; we fully appreciate the loss we have sustained in Bro. Latham's death, being one of our most earnest and devoted advocates of primitive christianity, we feel his loss most keenly.	[484, 948, 620, 1028]
glenn-line-5: Tennessee Wagons, for sale.	[916, 669, 1195, 683]
rawls-ad	[765, 934, 898, 1079]
carriage-repair: Special Attention Given to REPAIRING.	[633, 891, 896, 902]
obituary: On Friday morning, 15 minutes before 3 o'clock, July 5th, 1889, WILLIAM CARLTON, aged 7 years and 5 months, the son of J. H. and Jennie Jackson. He was a good, obedient and mannerly child, and one who was much respected by all who knew him. He will be much missed. He was an assistant to his father, who is the worthy sexton of the Episcopal church. The place where once knew him will know him no more.	[484, 1543, 620, 1658]
works-special: SPECIAL ATTENTION TO ALL REPAIRING	[916, 355, 1195, 368]
divider	[48, 418, 190, 420]
resolutions-place: Red Oak Church, Pitt Co., June 15th, 1889.	[484, 452, 620, 470]
column-1	[48, 95, 190, 1550]
stephens-keep: I keep constantly on hand a splendid assortment of	[916, 469, 1195, 478]
carriage-sell: the year round, which we will sell as LOW AS THE LOWEST.	[633, 882, 896, 892]
stephens-groceries: GROCERIES, CANNED GOODS, TOBACCO CIGARS, TOILET SOAPS, &C.	[916, 477, 1195, 502]
cherry-grocery: Gail & Ax and Rail Road Mills Snuff, Chewing and Smoking Tobacco, Groceries and Provisions. In this line we carry Tea, Coffee, Sugar, Molasses, Rice, Lard at prices that can not be beat. Pepper, Spice, Soap, Starch, Candy, Crackers, Cheese, Potash and Lye, Matches, Candles, Starch, best grade of Kerosene Oil. Meats of different kinds. Flour which we buy direct from the mills and will guarantee. When in need of a good Flour come to see us, we are rock bottom on it.	[916, 1209, 1195, 1272]
goods-line: and Chambrays, Hamburg	[916, 1010, 1195, 1024]
